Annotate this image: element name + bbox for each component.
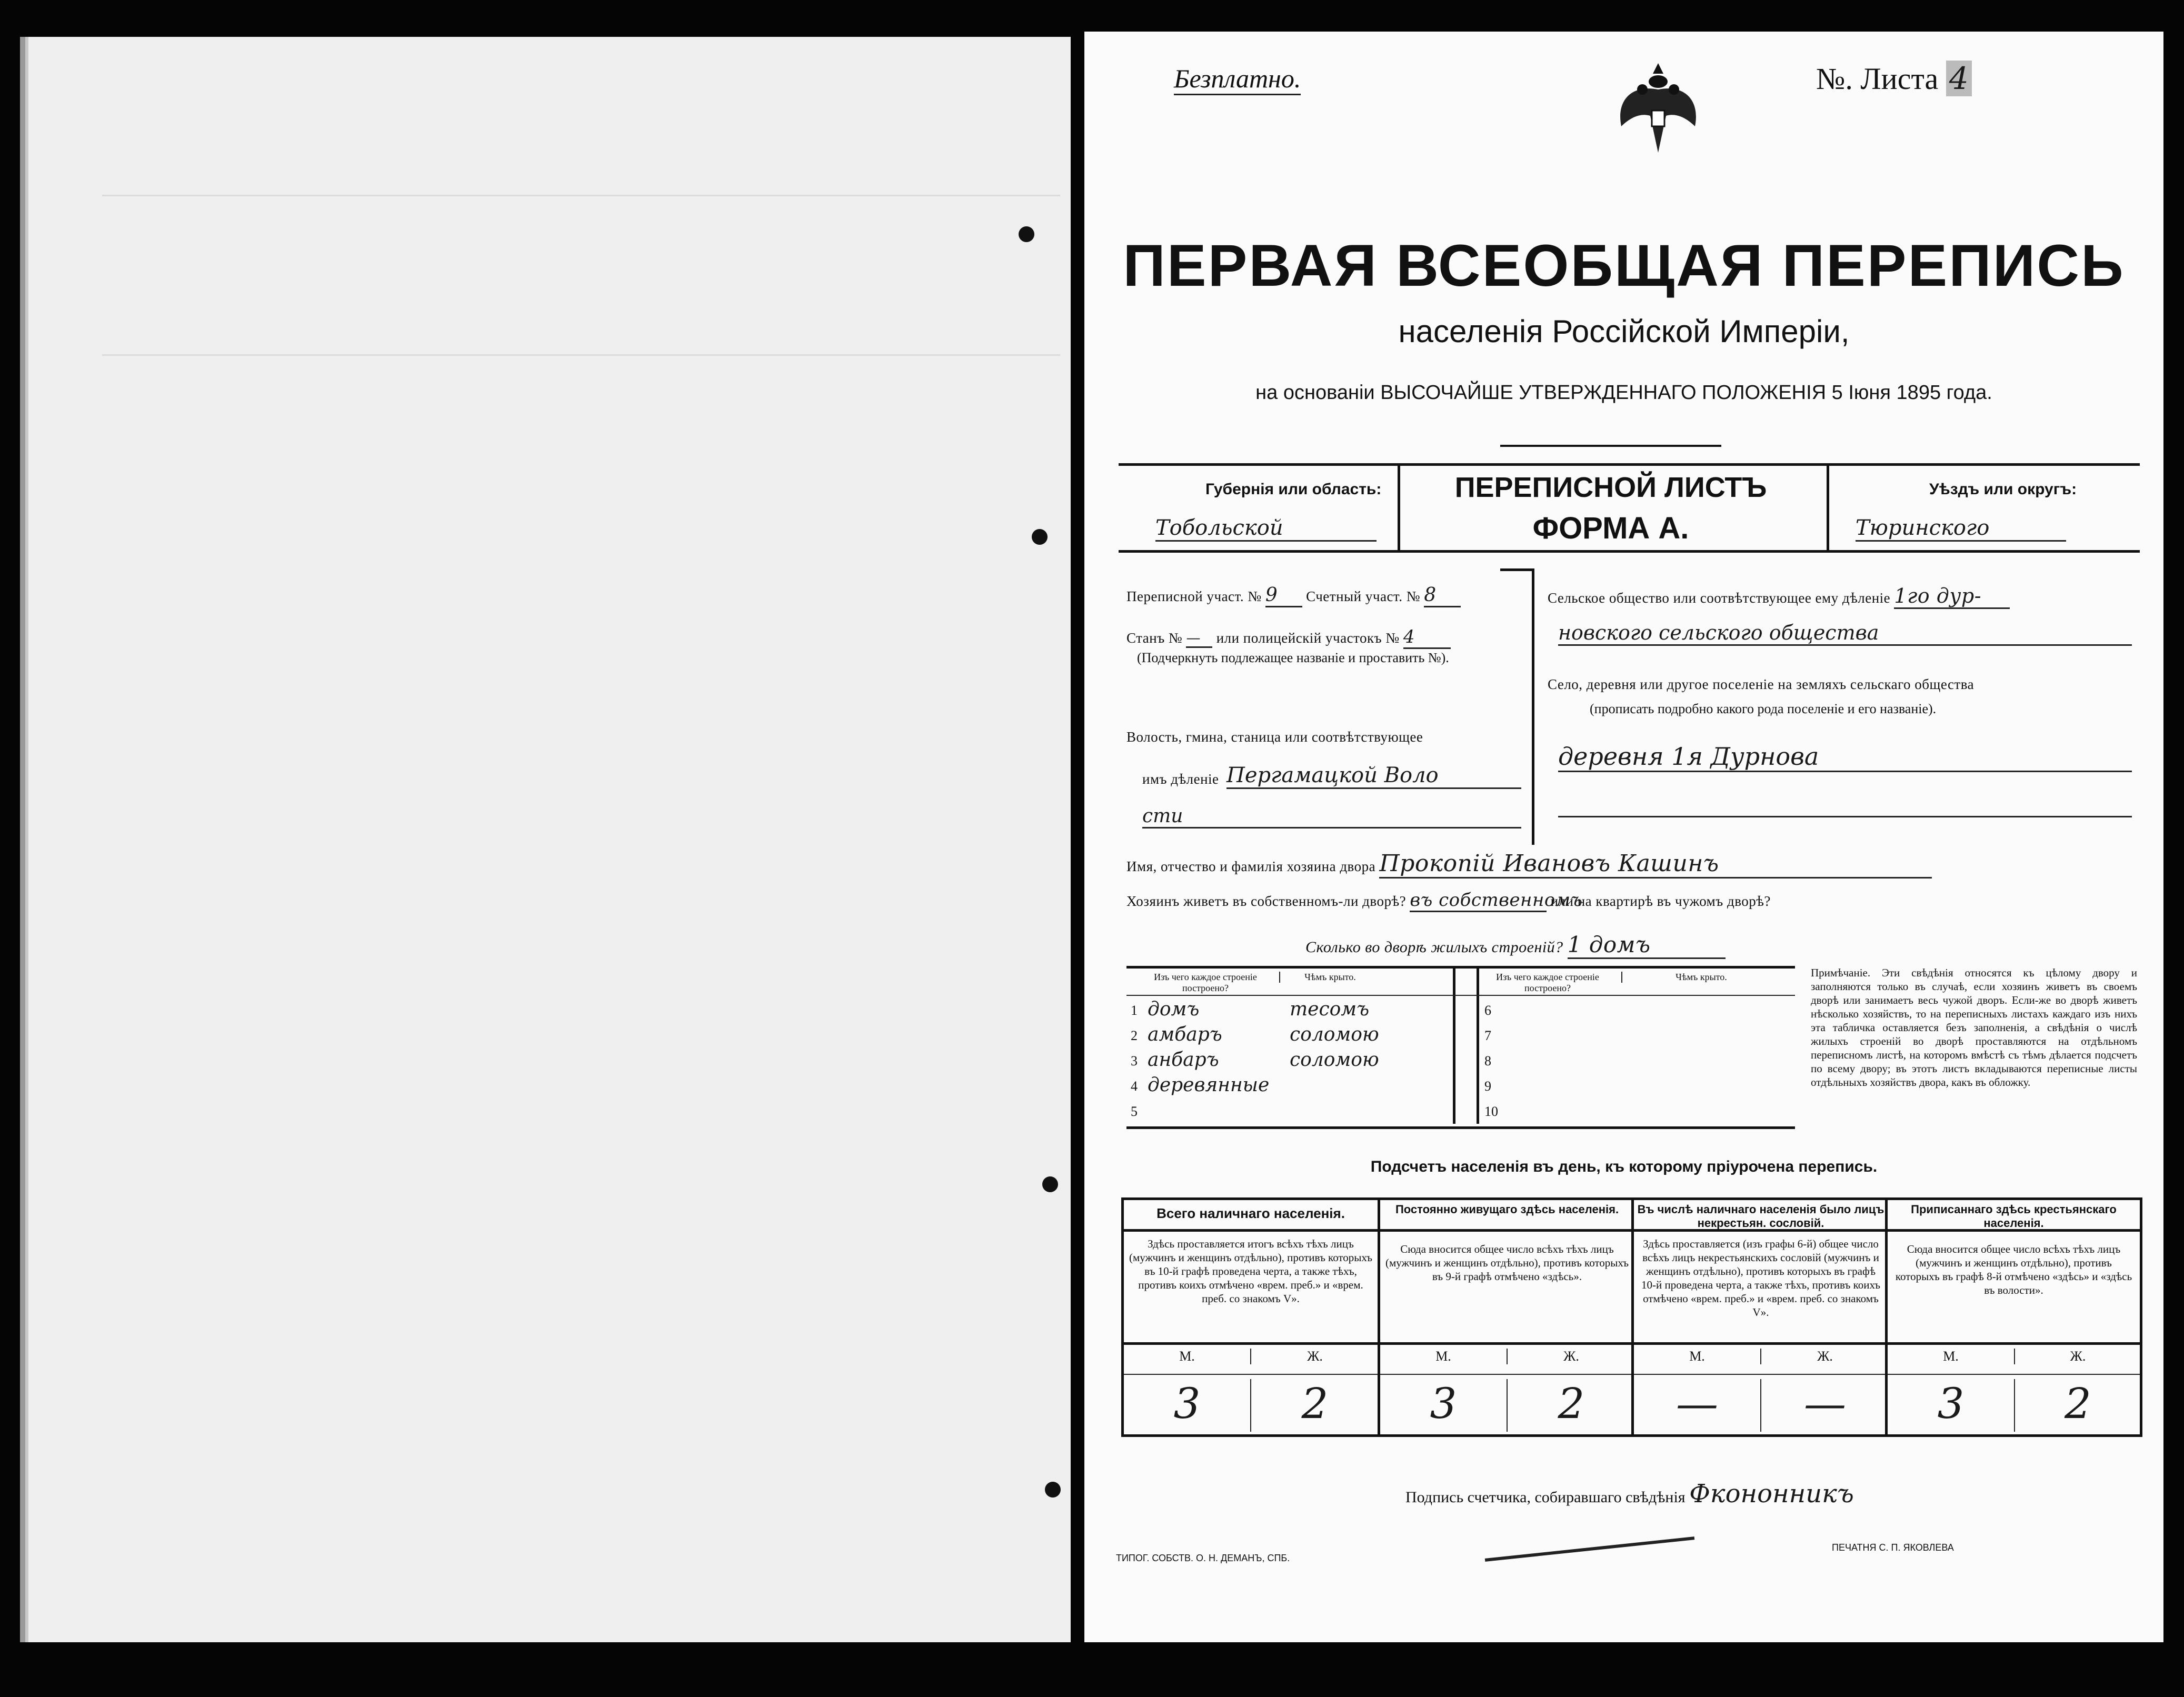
- male-count: 3: [1937, 1379, 1964, 1428]
- male-count: —: [1676, 1379, 1718, 1428]
- form-header-box: [1119, 463, 2140, 553]
- owner-name-value: Прокопій Ивановъ Кашинъ: [1379, 850, 1932, 879]
- buildings-note: Примѣчаніе. Эти свѣдѣнія относятся къ цѣлому двору и заполняются только въ случаѣ, если хозяинъ живетъ въ своемъ дворѣ или занимаетъ весь чужой дворъ. Если-же во дворѣ живетъ нѣсколько хозяйствъ, то на переписныхъ листахъ каждаго изъ нихъ эта табличка оставляется безъ заполненія, а свѣдѣнія о числѣ жилыхъ строеній во дворѣ проставляются на отдѣльномъ переписномъ листѣ, на которомъ вмѣстѣ съ тѣмъ дѣлается подсчетъ по всему двору; въ этотъ листъ вкладываются переписные листы отдѣльныхъ хозяйствъ двора, какъ въ обложку.: [1811, 966, 2137, 1089]
- population-col-nonpeasant: [1631, 1200, 1888, 1434]
- table-row: [1479, 1048, 1795, 1073]
- buildings-right-rows: [1479, 997, 1795, 1124]
- row-number: 1: [1131, 1003, 1138, 1018]
- table-row: [1126, 997, 1442, 1023]
- binding-hole: [1019, 226, 1034, 242]
- signature-row: [1405, 1479, 1858, 1509]
- row-roof: соломою: [1290, 1024, 1379, 1045]
- row-number: 5: [1131, 1104, 1138, 1119]
- police-section-value: 4: [1403, 626, 1451, 649]
- female-label: Ж.: [1250, 1349, 1379, 1364]
- table-row: [1126, 1073, 1442, 1099]
- row-roof: соломою: [1290, 1049, 1379, 1071]
- female-label: Ж.: [2014, 1349, 2141, 1364]
- buildings-left-rows: [1126, 997, 1442, 1124]
- district-label: Уѣздъ или округъ:: [1929, 481, 2077, 498]
- form-subtitle: населенія Россійской Имперіи,: [1398, 314, 1850, 349]
- sheet-number-label: [1816, 61, 1972, 96]
- stan-label: Станъ №: [1126, 630, 1183, 646]
- population-col-header: Всего наличнаго населенія.: [1124, 1200, 1378, 1232]
- buildings-material-header-2: Изъ чего каждое строеніе построено?: [1496, 972, 1599, 993]
- owner-residence-label: Хозяинъ живетъ въ собственномъ-ли дворѣ?: [1126, 893, 1407, 909]
- form-title: ПЕРВАЯ ВСЕОБЩАЯ ПЕРЕПИСЬ: [1123, 233, 2125, 298]
- sheet-number-value: 4: [1946, 61, 1972, 96]
- row-material: амбаръ: [1148, 1024, 1222, 1045]
- population-col-registered-peasant: [1885, 1200, 2140, 1434]
- owner-name-label: Имя, отчество и фамилія хозяина двора: [1126, 859, 1376, 874]
- buildings-count-row: [1305, 932, 1726, 959]
- sheet-number-label-text: №. Листа: [1816, 62, 1939, 96]
- volost-value: Пергамацкой Воло: [1226, 763, 1521, 789]
- table-row: [1479, 1023, 1795, 1048]
- signature-value: Фкононникъ: [1689, 1479, 1854, 1509]
- form-letter-title: ФОРМА А.: [1532, 511, 1689, 545]
- population-col-header: Въ числѣ наличнаго населенія было лицъ некрестьян. сословій.: [1634, 1200, 1888, 1232]
- row-number: 9: [1484, 1079, 1491, 1094]
- owner-name-row: [1126, 850, 1932, 879]
- buildings-material-header: Изъ чего каждое строеніе построено?: [1154, 972, 1257, 993]
- female-count: 2: [1250, 1379, 1379, 1432]
- male-label: М.: [1179, 1349, 1195, 1364]
- society-value: 1го дур-: [1894, 584, 2010, 609]
- population-col-header: Приписаннаго здѣсь крестьянскаго населенія.: [1888, 1200, 2140, 1232]
- volost-label: Волость, гмина, станица или соотвѣтствующее: [1126, 729, 1423, 745]
- population-col-desc: Здѣсь проставляется итогъ всѣхъ тѣхъ лицъ (мужчинъ и женщинъ отдѣльно), противъ которыхъ въ 10-й графѣ проведена черта, а также тѣхъ, противъ коихъ отмѣчено «врем. преб.» и «врем. преб. со знакомъ V».: [1129, 1237, 1372, 1305]
- village-blank-line: [1558, 816, 2132, 817]
- census-section-label: Переписной участ. №: [1126, 588, 1262, 604]
- buildings-roof-header-2: Чѣмъ крыто.: [1621, 972, 1780, 983]
- district-value: Тюринского: [1856, 516, 2066, 542]
- village-label: Село, деревня или другое поселеніе на земляхъ сельскаго общества: [1548, 676, 1974, 692]
- buildings-table: [1126, 966, 1795, 1129]
- count-section-label: Счетный участ. №: [1306, 588, 1420, 604]
- table-center-divider: [1453, 969, 1479, 1124]
- free-label: Безплатно.: [1174, 63, 1301, 95]
- society-value-2: новского сельского общества: [1558, 621, 2132, 646]
- male-count: 3: [1430, 1379, 1457, 1428]
- society-label: Сельское общество или соотвѣтствующее ему дѣленіе: [1548, 590, 1891, 606]
- male-label: М.: [1943, 1349, 1959, 1364]
- owner-residence-value: въ собственномъ: [1410, 890, 1547, 912]
- stan-value: —: [1186, 630, 1212, 648]
- right-fields-block: [1548, 584, 2153, 842]
- female-label: Ж.: [1507, 1349, 1635, 1364]
- footer-printer-right: ПЕЧАТНЯ С. П. ЯКОВЛЕВА: [1832, 1542, 1954, 1553]
- binding-hole: [1045, 1482, 1061, 1498]
- buildings-roof-header: Чѣмъ крыто.: [1279, 972, 1380, 983]
- population-table: [1121, 1197, 2142, 1437]
- population-col-header: Постоянно живущаго здѣсь населенія.: [1380, 1200, 1634, 1232]
- buildings-count-value: 1 домъ: [1568, 932, 1726, 959]
- female-count: —: [1760, 1379, 1889, 1432]
- owner-residence-row: [1126, 890, 1771, 912]
- male-count: 3: [1173, 1379, 1201, 1428]
- ornament-divider: [1500, 445, 1721, 447]
- row-number: 6: [1484, 1003, 1491, 1018]
- table-row: [1479, 1073, 1795, 1099]
- census-section-row: [1126, 584, 1461, 607]
- imperial-eagle-emblem: [1611, 53, 1706, 158]
- police-section-label: или полицейскій участокъ №: [1216, 630, 1400, 646]
- stan-row: [1126, 626, 1451, 649]
- table-row: [1479, 1099, 1795, 1124]
- female-count: 2: [2014, 1379, 2141, 1432]
- form-sheet-title: ПЕРЕПИСНОЙ ЛИСТЪ: [1454, 472, 1767, 503]
- village-value: деревня 1я Дурнова: [1558, 742, 2132, 772]
- population-title: Подсчетъ населенія въ день, къ которому пріурочена перепись.: [1370, 1158, 1878, 1175]
- table-row: [1479, 997, 1795, 1023]
- village-note: (прописать подробно какого рода поселеніе и его названіе).: [1590, 701, 1937, 716]
- count-section-value: 8: [1424, 584, 1461, 607]
- left-page-faint-table: [102, 195, 1060, 356]
- population-col-desc: Здѣсь проставляется (изъ графы 6-й) общее число всѣхъ лицъ некрестьянскихъ сословій (мужчинъ и женщинъ отдѣльно), противъ которыхъ въ графѣ 10-й проведена черта, а также тѣхъ, противъ коихъ отмѣчено «врем. преб.» и «врем. преб. со знакомъ V».: [1641, 1237, 1880, 1319]
- table-row: [1126, 1048, 1442, 1073]
- volost-label-2: имъ дѣленіе: [1142, 771, 1219, 787]
- male-label: М.: [1435, 1349, 1451, 1364]
- province-value: Тобольской: [1155, 516, 1377, 542]
- female-label: Ж.: [1760, 1349, 1889, 1364]
- row-number: 7: [1484, 1028, 1491, 1043]
- binding-hole: [1042, 1176, 1058, 1192]
- province-label: Губернія или область:: [1205, 481, 1382, 498]
- row-number: 8: [1484, 1053, 1491, 1069]
- table-row: [1126, 1023, 1442, 1048]
- footer-printer-left: ТИПОГ. СОБСТВ. О. Н. ДЕМАНЪ, СПБ.: [1116, 1553, 1290, 1563]
- row-number: 3: [1131, 1053, 1138, 1069]
- signature-label: Подпись счетчика, собиравшаго свѣдѣнія: [1405, 1489, 1686, 1506]
- female-count: 2: [1507, 1379, 1635, 1432]
- population-col-permanent: [1378, 1200, 1634, 1434]
- table-row: [1126, 1099, 1442, 1124]
- form-basis: на основаніи ВЫСОЧАЙШЕ УТВЕРЖДЕННАГО ПОЛОЖЕНІЯ 5 Іюня 1895 года.: [1255, 382, 1992, 404]
- row-material: анбаръ: [1148, 1049, 1219, 1071]
- row-number: 10: [1484, 1104, 1498, 1119]
- row-number: 4: [1131, 1079, 1138, 1094]
- owner-residence-label-2: или на квартирѣ въ чужомъ дворѣ?: [1550, 893, 1771, 909]
- row-material: деревянные: [1148, 1074, 1270, 1096]
- left-fields-bracket: [1500, 568, 1534, 845]
- binding-hole: [1032, 529, 1048, 545]
- left-page: [25, 37, 1071, 1642]
- left-fields-block: [1126, 584, 1527, 842]
- population-col-present: [1124, 1200, 1378, 1434]
- census-section-value: 9: [1265, 584, 1302, 607]
- buildings-count-label: Сколько во дворѣ жилыхъ строеній?: [1305, 939, 1563, 956]
- row-number: 2: [1131, 1028, 1138, 1043]
- row-roof: тесомъ: [1290, 999, 1370, 1020]
- society-row: [1548, 584, 2010, 609]
- volost-value-2: сти: [1142, 805, 1521, 828]
- row-material: домъ: [1148, 999, 1200, 1020]
- underline-note: (Подчеркнуть подлежащее названіе и проставить №).: [1137, 650, 1449, 665]
- population-col-desc: Сюда вносится общее число всѣхъ тѣхъ лицъ (мужчинъ и женщинъ отдѣльно), противъ которыхъ въ 9-й графѣ отмѣчено «здѣсь».: [1385, 1243, 1629, 1283]
- census-form-page: [1084, 32, 2163, 1642]
- population-col-desc: Сюда вносится общее число всѣхъ тѣхъ лицъ (мужчинъ и женщинъ отдѣльно), противъ которыхъ въ графѣ 8-й отмѣчено «здѣсь» и «здѣсь въ волости».: [1895, 1243, 2132, 1296]
- signature-flourish: [1485, 1536, 1694, 1562]
- male-label: М.: [1689, 1349, 1705, 1364]
